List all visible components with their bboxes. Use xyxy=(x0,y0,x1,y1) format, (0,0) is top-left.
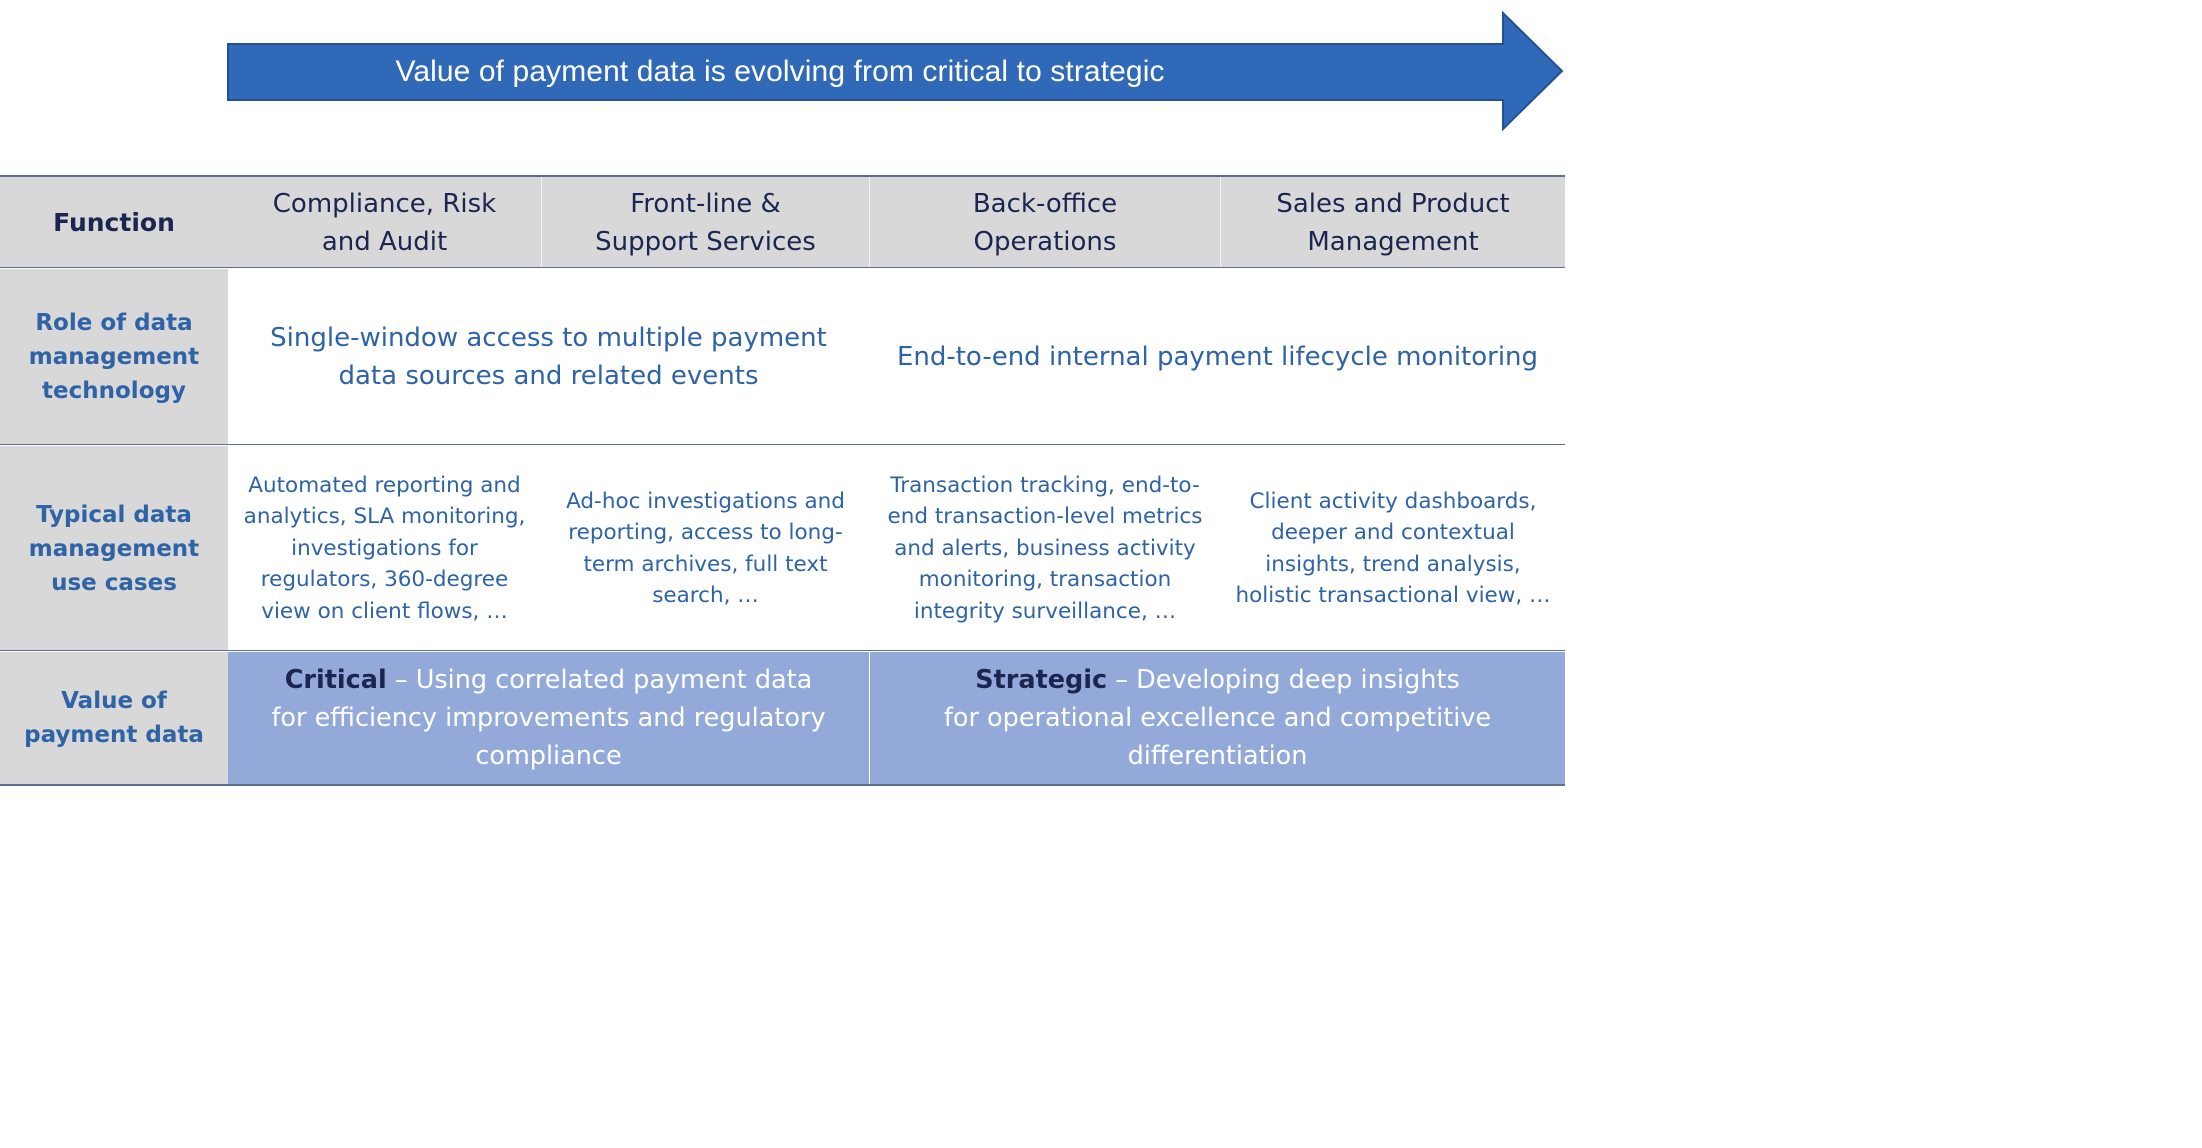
use-case-line: and alerts, business activity xyxy=(894,535,1196,561)
table-rule xyxy=(0,650,1565,651)
use-case-line: view on client flows, … xyxy=(261,598,508,624)
function-compliance-line: and Audit xyxy=(321,226,448,257)
use-case-line: Client activity dashboards, xyxy=(1249,488,1537,514)
role-single-window-line: Single-window access to multiple payment xyxy=(270,323,827,353)
use-cases-label xyxy=(0,446,228,651)
use-case-line: regulators, 360-degree xyxy=(260,567,509,593)
function-frontline-line: Front-line & xyxy=(630,188,781,219)
value-label xyxy=(0,652,228,784)
use-case-line: analytics, SLA monitoring, xyxy=(243,504,526,530)
use-case-line: Transaction tracking, end-to- xyxy=(890,472,1200,498)
role-single-window xyxy=(228,269,869,445)
use-case-line: Ad-hoc investigations and xyxy=(566,488,845,514)
function-frontline xyxy=(542,177,869,268)
function-sales-line: Management xyxy=(1307,226,1479,257)
function-label xyxy=(0,177,228,268)
value-divider xyxy=(869,652,870,784)
arrow-title: Value of payment data is evolving from critical to strategic xyxy=(395,55,1165,88)
value-label-line: Value of xyxy=(61,688,167,714)
table-rule xyxy=(0,444,1565,445)
use-case-frontline xyxy=(542,446,869,651)
role-single-window-line: data sources and related events xyxy=(338,361,759,391)
value-strategic xyxy=(870,652,1565,784)
use-case-line: reporting, access to long- xyxy=(568,520,843,545)
use-cases-label-line: use cases xyxy=(51,569,177,596)
value-strategic-line: for operational excellence and competitive xyxy=(943,703,1492,733)
use-case-line: investigations for xyxy=(291,535,478,561)
function-backoffice-line: Operations xyxy=(973,226,1117,257)
header-divider xyxy=(1220,177,1221,268)
role-label-line: Role of data xyxy=(35,310,193,336)
use-cases-label-line: Typical data xyxy=(36,501,192,528)
header-divider xyxy=(869,177,870,268)
table-rule xyxy=(0,175,1565,177)
value-strategic-keyword: Strategic xyxy=(975,665,1108,695)
use-case-line: holistic transactional view, … xyxy=(1235,583,1551,608)
value-strategic-line xyxy=(944,661,1491,699)
header-divider xyxy=(541,177,542,268)
value-critical-line xyxy=(271,661,825,699)
table-rule xyxy=(0,784,1565,786)
use-case-line: deeper and contextual xyxy=(1271,520,1515,545)
use-case-line: monitoring, transaction xyxy=(918,567,1172,593)
role-label-line: management xyxy=(28,344,200,370)
value-label-line: payment data xyxy=(24,722,204,748)
use-case-compliance xyxy=(228,446,541,651)
value-critical-text: – Using correlated payment data xyxy=(386,665,813,695)
function-sales-line: Sales and Product xyxy=(1276,188,1510,219)
value-strategic-text: – Developing deep insights xyxy=(1107,665,1460,695)
use-cases-label-line: management xyxy=(28,535,200,562)
function-backoffice xyxy=(870,177,1220,268)
value-critical-line: compliance xyxy=(475,741,622,771)
value-critical xyxy=(228,652,869,784)
use-case-line: term archives, full text xyxy=(583,551,828,577)
function-label-text: Function xyxy=(53,207,175,237)
function-compliance xyxy=(228,177,541,268)
table-rule xyxy=(0,267,1565,268)
use-case-line: insights, trend analysis, xyxy=(1265,551,1521,577)
role-label xyxy=(0,269,228,445)
use-case-sales xyxy=(1221,446,1565,651)
use-case-line: end transaction-level metrics xyxy=(887,504,1203,530)
role-label-line: technology xyxy=(42,378,186,404)
value-critical-line: for efficiency improvements and regulatory xyxy=(271,703,826,733)
use-case-line: integrity surveillance, … xyxy=(913,598,1177,624)
role-lifecycle-monitoring-line: End-to-end internal payment lifecycle monitoring xyxy=(896,342,1539,372)
function-backoffice-line: Back-office xyxy=(972,188,1118,219)
use-case-line: Automated reporting and xyxy=(248,472,521,498)
function-compliance-line: Compliance, Risk xyxy=(272,188,497,219)
function-sales xyxy=(1221,177,1565,268)
function-frontline-line: Support Services xyxy=(595,226,816,257)
use-case-line: search, … xyxy=(652,583,759,608)
role-lifecycle-monitoring xyxy=(870,269,1565,445)
value-critical-keyword: Critical xyxy=(284,665,387,695)
use-case-backoffice xyxy=(870,446,1220,651)
value-strategic-line: differentiation xyxy=(1127,741,1308,771)
